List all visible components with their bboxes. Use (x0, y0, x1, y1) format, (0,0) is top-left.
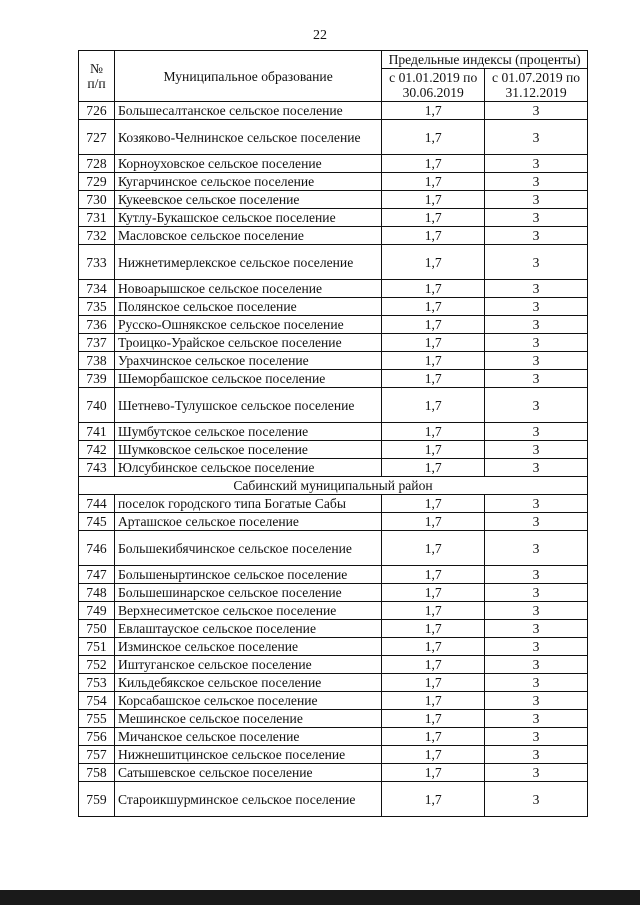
row-number: 743 (79, 459, 115, 477)
row-value-b: 3 (485, 638, 588, 656)
row-name: Корсабашское сельское поселение (114, 692, 381, 710)
row-name: Новоарышское сельское поселение (114, 280, 381, 298)
row-value-a: 1,7 (382, 495, 485, 513)
row-number: 746 (79, 531, 115, 566)
row-value-a: 1,7 (382, 674, 485, 692)
row-value-a: 1,7 (382, 638, 485, 656)
row-value-b: 3 (485, 459, 588, 477)
row-number: 728 (79, 155, 115, 173)
row-value-b: 3 (485, 388, 588, 423)
row-value-a: 1,7 (382, 388, 485, 423)
row-number: 734 (79, 280, 115, 298)
row-name: Корноуховское сельское поселение (114, 155, 381, 173)
row-number: 733 (79, 245, 115, 280)
row-name: Мичанское сельское поселение (114, 728, 381, 746)
table-body-top (79, 102, 588, 477)
table-row (79, 764, 588, 782)
row-name: Нижнешитцинское сельское поселение (114, 746, 381, 764)
row-name: Иштуганское сельское поселение (114, 656, 381, 674)
row-number: 757 (79, 746, 115, 764)
row-value-a: 1,7 (382, 352, 485, 370)
header-period-a: с 01.01.2019 по 30.06.2019 (382, 69, 485, 102)
row-value-a: 1,7 (382, 316, 485, 334)
row-value-a: 1,7 (382, 441, 485, 459)
row-name: Верхнесиметское сельское поселение (114, 602, 381, 620)
row-value-a: 1,7 (382, 459, 485, 477)
table-row (79, 566, 588, 584)
row-number: 753 (79, 674, 115, 692)
row-value-a: 1,7 (382, 531, 485, 566)
row-name: Изминское сельское поселение (114, 638, 381, 656)
row-name: Русско-Ошнякское сельское поселение (114, 316, 381, 334)
row-value-a: 1,7 (382, 227, 485, 245)
row-number: 751 (79, 638, 115, 656)
row-name: Масловское сельское поселение (114, 227, 381, 245)
table-row (79, 191, 588, 209)
table-row (79, 173, 588, 191)
row-number: 726 (79, 102, 115, 120)
row-value-b: 3 (485, 173, 588, 191)
district-heading: Сабинский муниципальный район (79, 477, 588, 495)
table-row (79, 280, 588, 298)
row-value-a: 1,7 (382, 280, 485, 298)
table-row (79, 227, 588, 245)
row-number: 738 (79, 352, 115, 370)
district-section (79, 477, 588, 495)
row-value-b: 3 (485, 495, 588, 513)
row-number: 727 (79, 120, 115, 155)
row-number: 740 (79, 388, 115, 423)
row-value-b: 3 (485, 191, 588, 209)
row-value-b: 3 (485, 316, 588, 334)
row-number: 739 (79, 370, 115, 388)
row-name: Большешинарское сельское поселение (114, 584, 381, 602)
row-value-b: 3 (485, 102, 588, 120)
table-row (79, 102, 588, 120)
row-name: Большеныртинское сельское поселение (114, 566, 381, 584)
row-number: 748 (79, 584, 115, 602)
row-name: Шеморбашское сельское поселение (114, 370, 381, 388)
row-number: 759 (79, 782, 115, 817)
row-value-a: 1,7 (382, 370, 485, 388)
row-number: 737 (79, 334, 115, 352)
row-name: Козяково-Челнинское сельское поселение (114, 120, 381, 155)
row-value-a: 1,7 (382, 782, 485, 817)
table-row (79, 513, 588, 531)
row-name: Шумбутское сельское поселение (114, 423, 381, 441)
row-name: Шетнево-Тулушское сельское поселение (114, 388, 381, 423)
row-name: Шумковское сельское поселение (114, 441, 381, 459)
row-number: 754 (79, 692, 115, 710)
row-name: Арташское сельское поселение (114, 513, 381, 531)
row-value-b: 3 (485, 620, 588, 638)
row-number: 758 (79, 764, 115, 782)
table-row (79, 316, 588, 334)
row-number: 736 (79, 316, 115, 334)
row-number: 749 (79, 602, 115, 620)
row-value-a: 1,7 (382, 513, 485, 531)
row-number: 741 (79, 423, 115, 441)
table-row (79, 674, 588, 692)
row-name: Большесалтанское сельское поселение (114, 102, 381, 120)
row-number: 747 (79, 566, 115, 584)
row-value-a: 1,7 (382, 191, 485, 209)
row-value-a: 1,7 (382, 692, 485, 710)
table-row (79, 459, 588, 477)
table-row (79, 120, 588, 155)
table-row (79, 155, 588, 173)
table-row (79, 620, 588, 638)
row-value-a: 1,7 (382, 728, 485, 746)
row-value-b: 3 (485, 423, 588, 441)
row-value-b: 3 (485, 513, 588, 531)
table-row (79, 531, 588, 566)
row-name: Урахчинское сельское поселение (114, 352, 381, 370)
row-value-a: 1,7 (382, 584, 485, 602)
row-name: Мешинское сельское поселение (114, 710, 381, 728)
row-value-a: 1,7 (382, 173, 485, 191)
row-value-b: 3 (485, 120, 588, 155)
header-name: Муниципальное образование (114, 51, 381, 102)
row-name: Кукеевское сельское поселение (114, 191, 381, 209)
row-value-a: 1,7 (382, 566, 485, 584)
row-value-a: 1,7 (382, 764, 485, 782)
row-name: Кильдебякское сельское поселение (114, 674, 381, 692)
row-value-b: 3 (485, 280, 588, 298)
row-number: 745 (79, 513, 115, 531)
table-row (79, 334, 588, 352)
row-number: 742 (79, 441, 115, 459)
row-name: Староикшурминское сельское поселение (114, 782, 381, 817)
row-value-b: 3 (485, 298, 588, 316)
row-value-b: 3 (485, 227, 588, 245)
row-name: Кугарчинское сельское поселение (114, 173, 381, 191)
row-value-a: 1,7 (382, 120, 485, 155)
row-value-b: 3 (485, 692, 588, 710)
row-name: Полянское сельское поселение (114, 298, 381, 316)
header-num: № п/п (79, 51, 115, 102)
table-row (79, 584, 588, 602)
row-number: 730 (79, 191, 115, 209)
row-value-b: 3 (485, 245, 588, 280)
scan-edge (0, 890, 640, 905)
row-value-a: 1,7 (382, 656, 485, 674)
row-name: Нижнетимерлекское сельское поселение (114, 245, 381, 280)
index-table (78, 50, 588, 817)
row-value-a: 1,7 (382, 746, 485, 764)
row-value-a: 1,7 (382, 710, 485, 728)
header-group: Предельные индексы (проценты) (382, 51, 588, 69)
row-value-b: 3 (485, 746, 588, 764)
row-number: 744 (79, 495, 115, 513)
row-value-a: 1,7 (382, 245, 485, 280)
row-name: поселок городского типа Богатые Сабы (114, 495, 381, 513)
table-row (79, 298, 588, 316)
row-value-b: 3 (485, 352, 588, 370)
table-row (79, 495, 588, 513)
row-value-b: 3 (485, 782, 588, 817)
row-value-a: 1,7 (382, 602, 485, 620)
row-value-b: 3 (485, 334, 588, 352)
table-row (79, 352, 588, 370)
table-row (79, 209, 588, 227)
row-name: Троицко-Урайское сельское поселение (114, 334, 381, 352)
row-number: 732 (79, 227, 115, 245)
row-number: 755 (79, 710, 115, 728)
row-value-b: 3 (485, 710, 588, 728)
row-value-b: 3 (485, 674, 588, 692)
page-number: 22 (313, 28, 327, 43)
row-value-b: 3 (485, 531, 588, 566)
row-value-b: 3 (485, 370, 588, 388)
table-body-bottom (79, 495, 588, 817)
row-value-b: 3 (485, 155, 588, 173)
table-row (79, 746, 588, 764)
row-name: Кутлу-Букашское сельское поселение (114, 209, 381, 227)
row-value-b: 3 (485, 764, 588, 782)
row-value-b: 3 (485, 602, 588, 620)
table-row (79, 782, 588, 817)
row-value-a: 1,7 (382, 423, 485, 441)
table-row (79, 692, 588, 710)
table-row (79, 245, 588, 280)
table-row (79, 638, 588, 656)
row-number: 752 (79, 656, 115, 674)
row-value-b: 3 (485, 728, 588, 746)
row-value-a: 1,7 (382, 102, 485, 120)
row-number: 729 (79, 173, 115, 191)
table-row (79, 710, 588, 728)
table-row (79, 370, 588, 388)
row-number: 750 (79, 620, 115, 638)
table-row (79, 656, 588, 674)
row-value-b: 3 (485, 584, 588, 602)
table-header (79, 51, 588, 102)
table-row (79, 728, 588, 746)
row-value-a: 1,7 (382, 155, 485, 173)
row-value-b: 3 (485, 656, 588, 674)
header-period-b: с 01.07.2019 по 31.12.2019 (485, 69, 588, 102)
row-number: 735 (79, 298, 115, 316)
row-value-a: 1,7 (382, 298, 485, 316)
row-number: 731 (79, 209, 115, 227)
table-row (79, 602, 588, 620)
row-value-a: 1,7 (382, 620, 485, 638)
table-row (79, 388, 588, 423)
table-row (79, 441, 588, 459)
row-value-b: 3 (485, 441, 588, 459)
table-row (79, 423, 588, 441)
row-number: 756 (79, 728, 115, 746)
row-name: Евлаштауское сельское поселение (114, 620, 381, 638)
row-value-b: 3 (485, 209, 588, 227)
row-value-a: 1,7 (382, 334, 485, 352)
row-name: Юлсубинское сельское поселение (114, 459, 381, 477)
row-value-b: 3 (485, 566, 588, 584)
row-value-a: 1,7 (382, 209, 485, 227)
row-name: Сатышевское сельское поселение (114, 764, 381, 782)
row-name: Большекибячинское сельское поселение (114, 531, 381, 566)
